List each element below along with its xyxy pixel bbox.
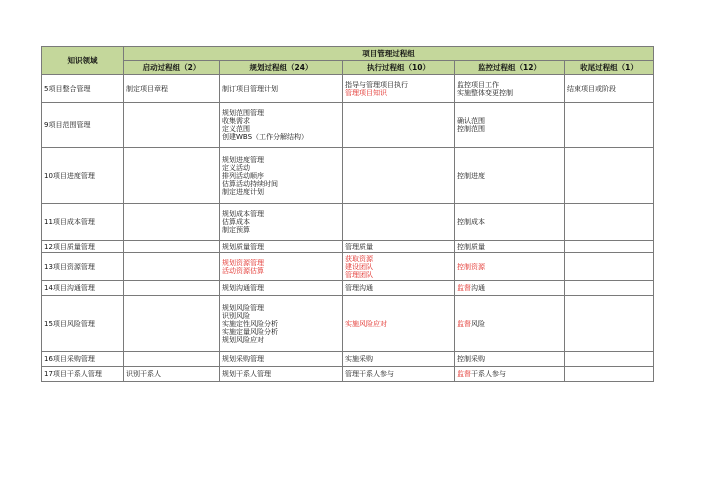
process-item: 收集需求	[222, 117, 250, 125]
closing-cell	[565, 281, 654, 296]
process-item: 控制范围	[457, 125, 485, 133]
executing-cell	[343, 367, 455, 382]
monitoring-cell	[455, 253, 565, 281]
header-closing: 收尾过程组（1）	[565, 61, 654, 75]
process-item: 控制质量	[457, 242, 485, 251]
knowledge-area-cell: 10项目进度管理	[42, 148, 124, 204]
process-item-part: 沟通	[471, 284, 485, 292]
monitoring-cell	[455, 148, 565, 204]
process-item: 创建WBS（工作分解结构）	[222, 133, 309, 141]
process-item: 规划资源管理	[222, 258, 264, 267]
executing-cell	[343, 204, 455, 241]
closing-cell	[565, 296, 654, 352]
planning-cell	[220, 367, 343, 382]
process-item: 结束项目或阶段	[567, 84, 616, 93]
process-item: 规划干系人管理	[222, 370, 271, 378]
process-item: 识别风险	[222, 311, 250, 320]
executing-cell	[343, 281, 455, 296]
initiating-cell	[124, 204, 220, 241]
closing-cell	[565, 241, 654, 253]
monitoring-cell	[455, 204, 565, 241]
process-item-part: 监督	[457, 284, 471, 292]
executing-cell	[343, 75, 455, 103]
process-item: 活动资源估算	[222, 266, 264, 275]
process-item: 识别干系人	[126, 370, 161, 378]
process-item: 制订项目管理计划	[222, 84, 278, 93]
process-item: 制定进度计划	[222, 187, 264, 196]
initiating-cell	[124, 103, 220, 148]
initiating-cell	[124, 75, 220, 103]
knowledge-area-cell: 12项目质量管理	[42, 241, 124, 253]
table-row	[42, 103, 654, 148]
process-item: 估算活动持续时间	[222, 179, 278, 188]
monitoring-cell	[455, 75, 565, 103]
process-item-part: 监督	[457, 370, 471, 378]
process-item: 获取资源	[345, 254, 373, 263]
process-item: 控制资源	[457, 262, 485, 271]
closing-cell	[565, 352, 654, 367]
process-item: 实施风险应对	[345, 319, 387, 328]
planning-cell	[220, 253, 343, 281]
header-group-title: 项目管理过程组	[124, 47, 654, 61]
monitoring-cell	[455, 296, 565, 352]
header-planning: 规划过程组（24）	[220, 61, 343, 75]
process-item: 规划风险管理	[222, 303, 264, 312]
table-row	[42, 241, 654, 253]
monitoring-cell	[455, 367, 565, 382]
knowledge-area-cell: 17项目干系人管理	[42, 367, 124, 382]
process-item: 规划沟通管理	[222, 284, 264, 292]
table-row	[42, 75, 654, 103]
initiating-cell	[124, 253, 220, 281]
initiating-cell	[124, 148, 220, 204]
process-item: 管理项目知识	[345, 88, 387, 97]
process-item: 建设团队	[345, 262, 373, 271]
process-item: 指导与管理项目执行	[345, 80, 408, 89]
knowledge-area-cell: 9项目范围管理	[42, 103, 124, 148]
process-item: 实施定性风险分析	[222, 319, 278, 328]
initiating-cell	[124, 296, 220, 352]
process-item: 实施采购	[345, 355, 373, 363]
executing-cell	[343, 241, 455, 253]
process-item: 管理沟通	[345, 284, 373, 292]
process-item: 管理团队	[345, 270, 373, 279]
table-row	[42, 367, 654, 382]
monitoring-cell	[455, 352, 565, 367]
closing-cell	[565, 204, 654, 241]
knowledge-area-cell: 5项目整合管理	[42, 75, 124, 103]
planning-cell	[220, 103, 343, 148]
planning-cell	[220, 204, 343, 241]
table-row	[42, 296, 654, 352]
closing-cell	[565, 148, 654, 204]
process-item: 规划风险应对	[222, 335, 264, 344]
process-item	[457, 370, 562, 378]
process-item: 管理质量	[345, 242, 373, 251]
process-item: 规划质量管理	[222, 242, 264, 251]
monitoring-cell	[455, 241, 565, 253]
monitoring-cell	[455, 281, 565, 296]
process-item: 管理干系人参与	[345, 370, 394, 378]
process-item: 规划成本管理	[222, 210, 264, 218]
process-item: 排列活动顺序	[222, 171, 264, 180]
monitoring-cell	[455, 103, 565, 148]
process-item: 实施定量风险分析	[222, 327, 278, 336]
planning-cell	[220, 352, 343, 367]
planning-cell	[220, 281, 343, 296]
process-item	[457, 284, 562, 292]
process-item: 控制采购	[457, 355, 485, 363]
table-row	[42, 253, 654, 281]
process-item-part: 监督	[457, 319, 471, 328]
process-group-table	[41, 46, 654, 382]
planning-cell	[220, 241, 343, 253]
closing-cell	[565, 253, 654, 281]
header-initiating: 启动过程组（2）	[124, 61, 220, 75]
header-row-top	[42, 47, 654, 61]
process-item: 规划范围管理	[222, 109, 264, 117]
initiating-cell	[124, 241, 220, 253]
header-knowledge-area: 知识领域	[42, 47, 124, 75]
executing-cell	[343, 296, 455, 352]
process-item: 制定项目章程	[126, 84, 168, 93]
process-item-part: 干系人参与	[471, 370, 506, 378]
header-executing: 执行过程组（10）	[343, 61, 455, 75]
process-item: 制定预算	[222, 226, 250, 234]
process-item: 控制进度	[457, 171, 485, 180]
knowledge-area-cell: 16项目采购管理	[42, 352, 124, 367]
planning-cell	[220, 75, 343, 103]
table-row	[42, 204, 654, 241]
closing-cell	[565, 103, 654, 148]
initiating-cell	[124, 367, 220, 382]
executing-cell	[343, 352, 455, 367]
closing-cell	[565, 75, 654, 103]
process-item: 定义活动	[222, 163, 250, 172]
table-row	[42, 148, 654, 204]
header-row-columns	[42, 61, 654, 75]
process-item: 确认范围	[457, 117, 485, 125]
header-monitoring: 监控过程组（12）	[455, 61, 565, 75]
knowledge-area-cell: 13项目资源管理	[42, 253, 124, 281]
table-body	[42, 75, 654, 382]
planning-cell	[220, 296, 343, 352]
process-item-part: 风险	[471, 319, 485, 328]
executing-cell	[343, 253, 455, 281]
closing-cell	[565, 367, 654, 382]
table-row	[42, 352, 654, 367]
planning-cell	[220, 148, 343, 204]
executing-cell	[343, 148, 455, 204]
process-item: 监控项目工作	[457, 80, 499, 89]
knowledge-area-cell: 11项目成本管理	[42, 204, 124, 241]
process-item: 实施整体变更控制	[457, 88, 513, 97]
process-item: 规划进度管理	[222, 155, 264, 164]
process-item: 估算成本	[222, 218, 250, 226]
initiating-cell	[124, 352, 220, 367]
executing-cell	[343, 103, 455, 148]
process-item: 规划采购管理	[222, 355, 264, 363]
process-item	[457, 320, 562, 328]
knowledge-area-cell: 15项目风险管理	[42, 296, 124, 352]
initiating-cell	[124, 281, 220, 296]
knowledge-area-cell: 14项目沟通管理	[42, 281, 124, 296]
process-item: 定义范围	[222, 125, 250, 133]
table-row	[42, 281, 654, 296]
process-item: 控制成本	[457, 218, 485, 226]
